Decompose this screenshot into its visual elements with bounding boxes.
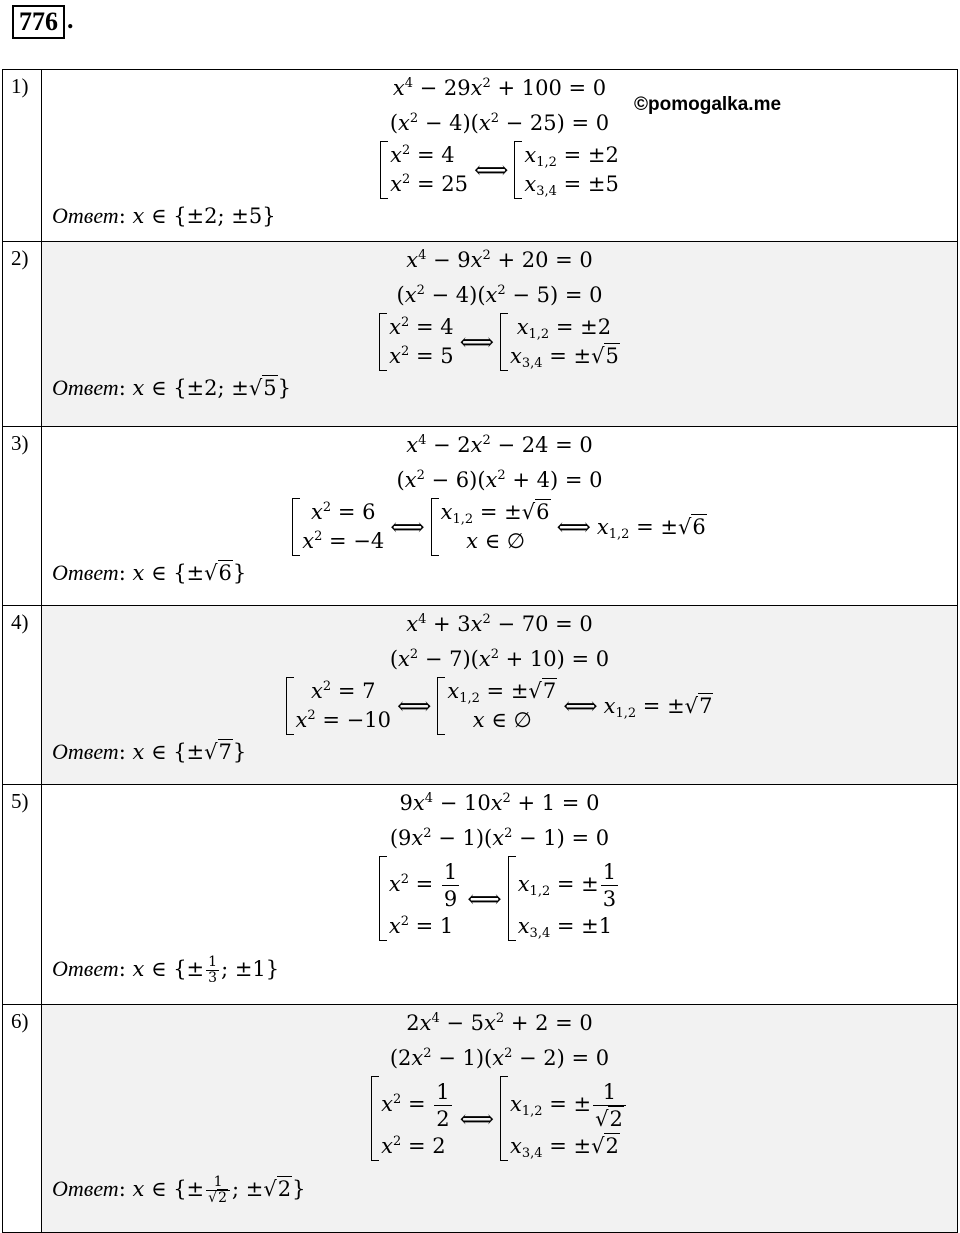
row-number: 1): [3, 70, 42, 242]
equivalence-icon: ⟺: [459, 328, 494, 356]
row-number: 5): [3, 785, 42, 1005]
task-number: 776: [12, 5, 65, 39]
answer-label: Ответ: [52, 956, 119, 981]
answer: Ответ: x ∈ {± $\frac{1}{√2}$ ; ±√2}: [52, 1174, 306, 1206]
equation: $2x^4 - 5x^2 + 2 = 0$: [406, 1011, 593, 1035]
right-system: $x_{1,2} = \pm 2$ $x_{3,4} = \pm 5$: [514, 141, 618, 199]
solution-body: [42, 70, 958, 242]
factored-equation: $(x^2 - 6)(x^2 + 4) = 0$: [396, 468, 603, 492]
solutions-table: [2, 69, 958, 1233]
answer: Ответ: x ∈ {±2; ±√5}: [52, 375, 291, 400]
row-number: 3): [3, 427, 42, 606]
equation: $x^4 - 9x^2 + 20 = 0$: [406, 248, 593, 272]
solution-system: [42, 141, 957, 199]
answer-label: Ответ: [52, 203, 119, 228]
equivalence-icon: ⟺: [473, 156, 509, 184]
equivalence-icon: ⟺: [459, 1104, 494, 1133]
solution-system: [42, 1076, 957, 1161]
solution-system: [42, 856, 957, 941]
equivalence-icon: ⟺: [563, 692, 598, 720]
equation: $x^4 - 29x^2 + 100 = 0$: [392, 76, 607, 100]
left-system: $x^2 = 4$ $x^2 = 5$: [379, 313, 453, 371]
answer: Ответ: x ∈ {±√6}: [52, 560, 247, 585]
equivalence-icon: ⟺: [390, 513, 425, 541]
solution-system: [42, 498, 957, 556]
solution-row-6: [3, 1005, 958, 1233]
left-system: $x^2$ = $\frac{1}{2}$ $x^2 = 2$: [371, 1076, 453, 1161]
left-system: $x^2 = 6$ $x^2 = -4$: [292, 498, 384, 556]
row-number: 6): [3, 1005, 42, 1233]
factored-equation: $(x^2 - 4)(x^2 - 25) = 0$: [389, 111, 610, 135]
solution-body: [42, 427, 958, 606]
row-number: 4): [3, 606, 42, 785]
solution-body: [42, 606, 958, 785]
final-root: $x_{1,2} = \pm√6$: [596, 515, 706, 542]
right-system: $x_{1,2} = \pm 2$ $x_{3,4} = \pm√5$: [500, 313, 620, 371]
right-system: $x_{1,2}$ = ± $\frac{1}{√2}$ $x_{3,4} = \pm√2$: [500, 1076, 628, 1161]
right-system: $x_{1,2} = \pm√6$ x ∈ ∅: [431, 498, 551, 556]
left-system: $x^2$ = $\frac{1}{9}$ $x^2 = 1$: [379, 856, 461, 941]
equation: $9x^4 - 10x^2 + 1 = 0$: [399, 791, 600, 815]
final-root: $x_{1,2} = \pm√7$: [603, 694, 713, 721]
right-system: $x_{1,2} = \pm√7$ x ∈ ∅: [437, 677, 557, 735]
factored-equation: $(2x^2 - 1)(x^2 - 2) = 0$: [389, 1046, 610, 1070]
solution-system: [42, 313, 957, 371]
equation: $x^4 + 3x^2 - 70 = 0$: [406, 612, 593, 636]
left-system: $x^2 = 4$ $x^2 = 25$: [380, 141, 468, 199]
answer-label: Ответ: [52, 560, 119, 585]
equation: $x^4 - 2x^2 - 24 = 0$: [406, 433, 593, 457]
factored-equation: $(x^2 - 7)(x^2 + 10) = 0$: [389, 647, 610, 671]
answer-label: Ответ: [52, 1176, 119, 1201]
row-number: 2): [3, 242, 42, 427]
watermark: ©pomogalka.me: [634, 94, 782, 115]
solution-row-2: [3, 242, 958, 427]
right-system: $x_{1,2}$ = ± $\frac{1}{3}$ $x_{3,4} = \pm 1$: [508, 856, 620, 941]
equivalence-icon: ⟺: [467, 884, 502, 913]
answer: Ответ: x ∈ {±2; ±5}: [52, 203, 276, 228]
solution-body: [42, 785, 958, 1005]
left-system: $x^2 = 7$ $x^2 = -10$: [286, 677, 391, 735]
equivalence-icon: ⟺: [556, 513, 591, 541]
solution-row-4: [3, 606, 958, 785]
solution-system: [42, 677, 957, 735]
solution-row-5: [3, 785, 958, 1005]
task-number-dot: .: [67, 5, 74, 34]
equivalence-icon: ⟺: [396, 692, 432, 720]
solution-body: [42, 242, 958, 427]
factored-equation: $(9x^2 - 1)(x^2 - 1) = 0$: [389, 826, 610, 850]
factored-equation: $(x^2 - 4)(x^2 - 5) = 0$: [396, 283, 603, 307]
solution-row-3: [3, 427, 958, 606]
solution-row-1: [3, 70, 958, 242]
answer-label: Ответ: [52, 375, 119, 400]
answer: Ответ: x ∈ {± $\frac{1}{3}$ ; ±1}: [52, 954, 280, 986]
answer-label: Ответ: [52, 739, 119, 764]
answer: Ответ: x ∈ {±√7}: [52, 739, 247, 764]
solution-body: [42, 1005, 958, 1233]
